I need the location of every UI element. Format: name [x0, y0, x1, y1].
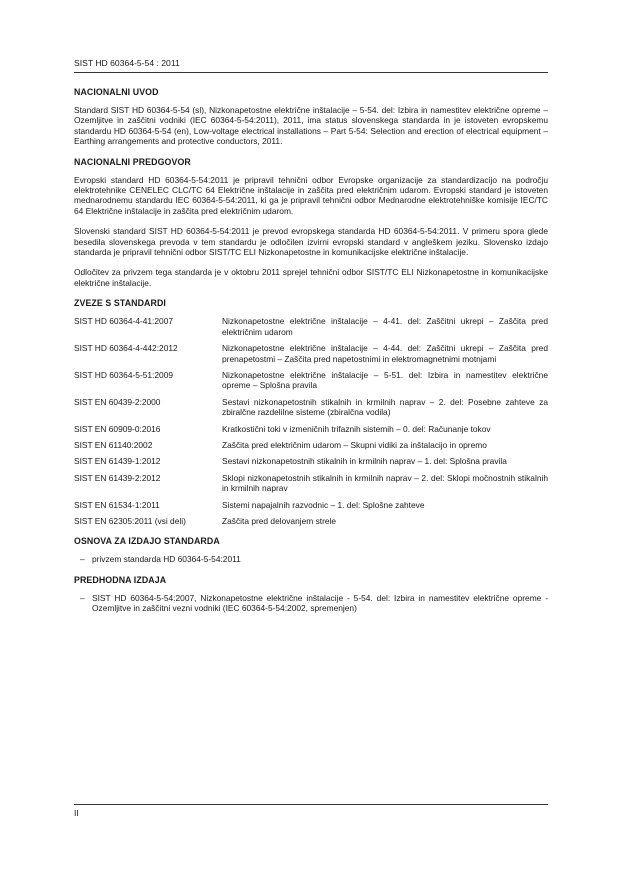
section-national-foreword [74, 157, 548, 289]
standard-code: SIST EN 61534-1:2011 [74, 499, 160, 510]
standard-title: Sistemi napajalnih razvodnic – 1. del: Splošne zahteve [222, 499, 425, 510]
page-number: II [74, 808, 79, 818]
standard-code: SIST HD 60364-5-51:2009 [74, 369, 174, 380]
standard-code: SIST EN 60909-0:2016 [74, 423, 161, 434]
standard-code: SIST EN 61140:2002 [74, 439, 153, 450]
standard-title: Sestavi nizkonapetostnih stikalnih in krmilnih naprav – 1. del: Splošna pravila [222, 456, 507, 467]
standard-title: Zaščita pred delovanjem strele [222, 515, 337, 526]
section-heading: PREDHODNA IZDAJA [74, 574, 167, 585]
table-row [74, 370, 548, 397]
running-header: SIST HD 60364-5-54 : 2011 [74, 58, 548, 73]
table-row [74, 397, 548, 424]
footer-rule [74, 804, 548, 805]
list-item [74, 554, 548, 564]
table-row [74, 440, 548, 456]
list-item-text: SIST HD 60364-5-54:2007, Nizkonapetostne električne inštalacije - 5-54. del: Izbira in namestitev električne opreme - Ozemljitve in zaščitni vezni vodniki (IEC 60364-5-54:2002, spremenjen) [92, 592, 548, 614]
list-item-text: privzem standarda HD 60364-5-54:2011 [92, 554, 241, 565]
standard-title: Kratkostični toki v izmeničnih trifaznih sistemih – 0. del: Računanje tokov [222, 423, 491, 434]
table-row [74, 424, 548, 440]
paragraph: Evropski standard HD 60364-5-54:2011 je pripravil tehnični odbor Evropske organizacije za standardizacijo na področju elektrotehnike CENELEC CLC/TC 64 Električne inštalacije in zaščita pred električnim udarom. Evropski standard je istoveten mednarodnemu standardu IEC 60364-5-54:2011, ki ga je pripravil tehnični odbor Mednarodne elektrotehniške komisije IEC/TC 64 Električne inštalacije in zaščita pred električnim udarom. [74, 174, 548, 216]
section-heading: ZVEZE S STANDARDI [74, 298, 166, 309]
section-heading: NACIONALNI PREDGOVOR [74, 156, 191, 167]
previous-edition-list [74, 593, 548, 614]
table-row [74, 516, 548, 532]
page-content [74, 87, 548, 624]
standard-code: SIST EN 61439-1:2012 [74, 456, 161, 467]
table-row [74, 316, 548, 343]
paragraph: Odločitev za privzem tega standarda je v oktobru 2011 sprejel tehnični odbor SIST/TC ELI Nizkonapetostne in komunikacijske električne inštalacije. [74, 267, 548, 288]
table-row [74, 473, 548, 500]
standard-title: Nizkonapetostne električne inštalacije – 4-41. del: Zaščitni ukrepi – Zaščita pred električnim udarom [222, 316, 548, 337]
standard-code: SIST EN 60439-2:2000 [74, 396, 161, 407]
standard-title: Nizkonapetostne električne inštalacije – 5-51. del: Izbira in namestitev električne opreme – Splošna pravila [222, 369, 548, 391]
standard-title: Zaščita pred električnim udarom – Skupni vidiki za inštalacijo in opremo [222, 439, 487, 450]
basis-list [74, 554, 548, 564]
standard-code: SIST EN 62305:2011 (vsi deli) [74, 515, 186, 526]
paragraph: Slovenski standard SIST HD 60364-5-54:2011 je prevod evropskega standarda HD 60364-5-54:2011. V primeru spora glede besedila slovenskega prevoda v tem standardu je odločilen izvirni evropski standard v angleškem jeziku. Slovensko izdajo standarda je pripravil tehnični odbor SIST/TC ELI Nizkonapetostne in komunikacijske električne inštalacije. [74, 226, 548, 258]
standard-title: Nizkonapetostne električne inštalacije – 4-44. del: Zaščitni ukrepi – Zaščita pred prenapetostmi – Zaščita pred napetostnimi in elektromagnetnimi motnjami [222, 343, 548, 364]
section-heading: NACIONALNI UVOD [74, 87, 159, 97]
standard-code: SIST EN 61439-2:2012 [74, 472, 161, 483]
section-previous-edition [74, 575, 548, 614]
table-row [74, 456, 548, 472]
standard-title: Sklopi nizkonapetostnih stikalnih in krmilnih naprav – 2. del: Sklopi močnostnih stikalnih in krmilnih naprav [222, 472, 548, 494]
section-basis [74, 536, 548, 564]
section-heading: OSNOVA ZA IZDAJO STANDARDA [74, 536, 220, 547]
paragraph: Standard SIST HD 60364-5-54 (sl), Nizkonapetostne električne inštalacije – 5-54. del: Izbira in namestitev električne opreme – Ozemljitve in zaščitni vodniki (IEC 60364-5-54:2011), 2011, ima status slovenskega standarda in je istoveten evropskemu standardu HD 60364-5-54 (en), Low-voltage electrical installations – Part 5-54: Selection and erection of electrical equipment – Earthing arrangements and protective conductors, 2011. [74, 105, 548, 147]
section-national-intro [74, 87, 548, 147]
standard-code: SIST HD 60364-4-442:2012 [74, 343, 178, 354]
list-item [74, 593, 548, 614]
section-references [74, 298, 548, 532]
dash-bullet: – [80, 554, 85, 565]
dash-bullet: – [80, 592, 85, 603]
table-row [74, 343, 548, 370]
table-row [74, 500, 548, 516]
references-table [74, 316, 548, 532]
standard-code: SIST HD 60364-4-41:2007 [74, 316, 174, 327]
standard-title: Sestavi nizkonapetostnih stikalnih in krmilnih naprav – 2. del: Posebne zahteve za zbiralčne razdelilne sisteme (zbiralčna vodila) [222, 396, 548, 418]
